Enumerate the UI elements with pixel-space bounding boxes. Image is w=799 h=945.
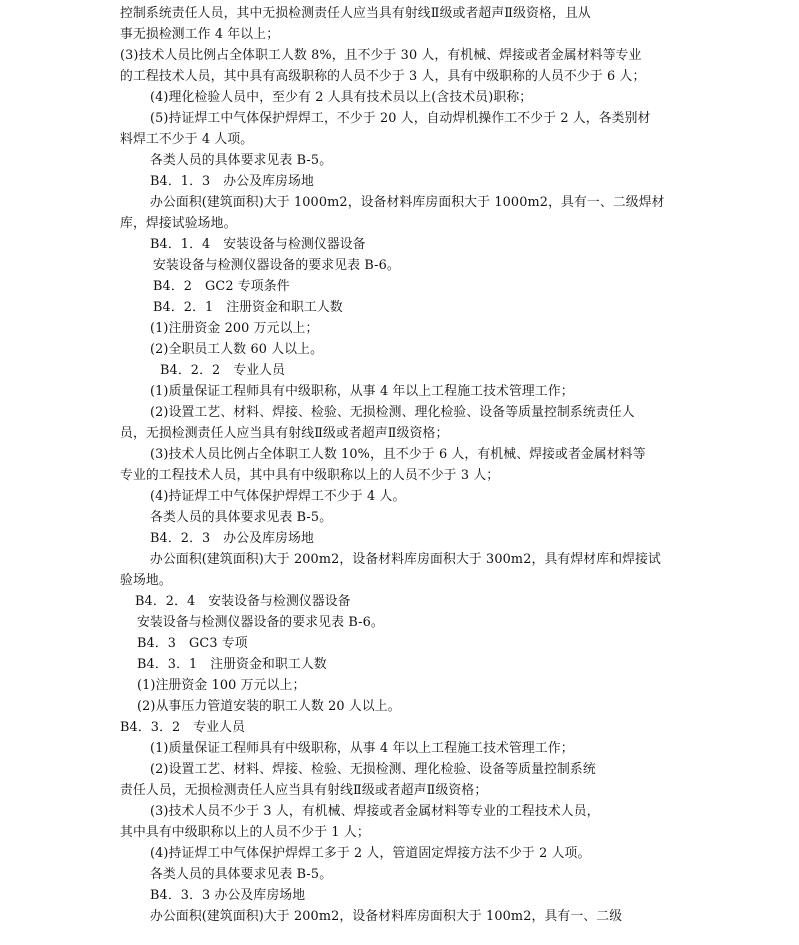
text-line: 办公面积(建筑面积)大于 200m2，设备材料库房面积大于 100m2，具有一、二级 bbox=[150, 909, 623, 924]
section-heading: B4．2．4 安装设备与检测仪器设备 bbox=[135, 594, 351, 609]
text-line: (4)理化检验人员中，至少有 2 人具有技术员以上(含技术员)职称； bbox=[150, 90, 533, 105]
text-line: 办公面积(建筑面积)大于 1000m2，设备材料库房面积大于 1000m2，具有一、二级焊材 bbox=[150, 195, 665, 210]
text-line: (1)注册资金 200 万元以上； bbox=[150, 321, 319, 336]
text-line: (2)设置工艺、材料、焊接、检验、无损检测、理化检验、设备等质量控制系统 bbox=[150, 762, 596, 777]
text-line: (3)技术人员不少于 3 人，有机械、焊接或者金属材料等专业的工程技术人员， bbox=[150, 804, 600, 819]
section-heading: B4．1．4 安装设备与检测仪器设备 bbox=[150, 237, 366, 252]
text-line: (1)质量保证工程师具有中级职称，从事 4 年以上工程施工技术管理工作； bbox=[150, 384, 574, 399]
section-heading: B4．3 GC3 专项 bbox=[137, 636, 248, 651]
text-line: 事无损检测工作 4 年以上； bbox=[120, 27, 280, 42]
text-line: 安装设备与检测仪器设备的要求见表 B-6。 bbox=[153, 258, 400, 273]
text-line: 的工程技术人员，其中具有高级职称的人员不少于 3 人，具有中级职称的人员不少于 6 人； bbox=[120, 69, 646, 84]
text-line: (2)设置工艺、材料、焊接、检验、无损检测、理化检验、设备等质量控制系统责任人 bbox=[150, 405, 635, 420]
section-heading: B4．3．1 注册资金和职工人数 bbox=[137, 657, 327, 672]
text-line: (4)持证焊工中气体保护焊焊工多于 2 人，管道固定焊接方法不少于 2 人项。 bbox=[150, 846, 591, 861]
text-line: (4)持证焊工中气体保护焊焊工不少于 4 人。 bbox=[150, 489, 406, 504]
text-line: 办公面积(建筑面积)大于 200m2，设备材料库房面积大于 300m2，具有焊材库和焊接试 bbox=[150, 552, 661, 567]
text-line: 员，无损检测责任人应当具有射线Ⅱ级或者超声Ⅱ级资格； bbox=[120, 426, 449, 441]
text-line: (1)注册资金 100 万元以上； bbox=[137, 678, 306, 693]
section-heading: B4．2．3 办公及库房场地 bbox=[150, 531, 314, 546]
text-line: 料焊工不少于 4 人项。 bbox=[120, 132, 254, 147]
text-line: (2)全职员工人数 60 人以上。 bbox=[150, 342, 324, 357]
section-heading: B4．2．1 注册资金和职工人数 bbox=[153, 300, 343, 315]
section-heading: B4．2 GC2 专项条件 bbox=[153, 279, 290, 294]
text-line: 控制系统责任人员，其中无损检测责任人应当具有射线Ⅱ级或者超声Ⅱ级资格，且从 bbox=[120, 6, 591, 21]
text-line: (3)技术人员比例占全体职工人数 10%，且不少于 6 人，有机械、焊接或者金属材料等 bbox=[150, 447, 646, 462]
text-line: (5)持证焊工中气体保护焊焊工，不少于 20 人，自动焊机操作工不少于 2 人，各类别材 bbox=[150, 111, 651, 126]
text-line: 库，焊接试验场地。 bbox=[120, 216, 237, 231]
section-heading: B4．1．3 办公及库房场地 bbox=[150, 174, 314, 189]
text-line: (2)从事压力管道安装的职工人数 20 人以上。 bbox=[137, 699, 401, 714]
text-line: 安装设备与检测仪器设备的要求见表 B-6。 bbox=[137, 615, 384, 630]
section-heading: B4．3．2 专业人员 bbox=[120, 720, 246, 735]
text-line: (3)技术人员比例占全体职工人数 8%，且不少于 30 人，有机械、焊接或者金属材料等专业 bbox=[120, 48, 642, 63]
text-line: 各类人员的具体要求见表 B-5。 bbox=[150, 867, 333, 882]
text-line: (1)质量保证工程师具有中级职称，从事 4 年以上工程施工技术管理工作； bbox=[150, 741, 574, 756]
text-line: 验场地。 bbox=[120, 573, 172, 588]
text-line: 专业的工程技术人员，其中具有中级职称以上的人员不少于 3 人； bbox=[120, 468, 500, 483]
text-line: 各类人员的具体要求见表 B-5。 bbox=[150, 510, 333, 525]
text-line: 其中具有中级职称以上的人员不少于 1 人； bbox=[120, 825, 370, 840]
section-heading: B4．3．3 办公及库房场地 bbox=[150, 888, 306, 903]
section-heading: B4．2．2 专业人员 bbox=[160, 363, 286, 378]
text-line: 责任人员，无损检测责任人应当具有射线Ⅱ级或者超声Ⅱ级资格； bbox=[120, 783, 488, 798]
text-line: 各类人员的具体要求见表 B-5。 bbox=[150, 153, 333, 168]
